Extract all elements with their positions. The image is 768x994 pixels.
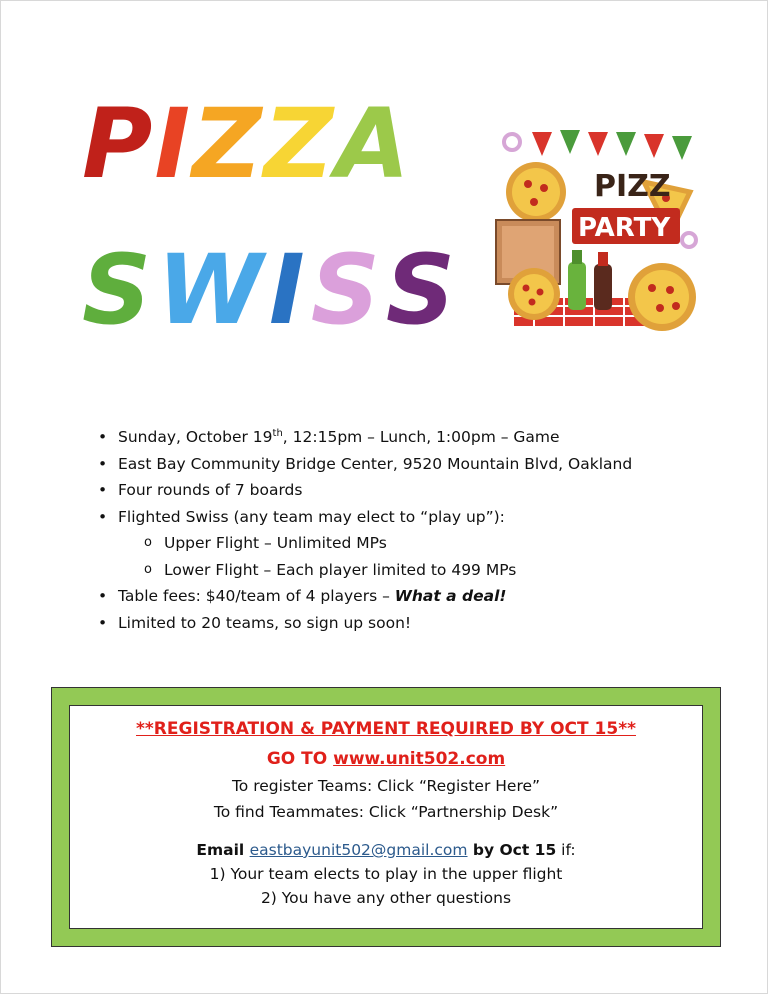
- art-text-top: PIZZ: [594, 169, 671, 204]
- email-prefix: Email: [196, 841, 250, 859]
- title-letter: P: [82, 88, 155, 200]
- title-letter: W: [157, 234, 270, 346]
- detail-lower-flight: o Lower Flight – Each player limited to 499 MPs: [92, 557, 632, 584]
- title-letter: I: [154, 88, 193, 200]
- detail-date-sup: th: [272, 427, 283, 439]
- detail-fees: [92, 583, 632, 610]
- email-deadline: by Oct 15: [467, 841, 557, 859]
- detail-location: • East Bay Community Bridge Center, 9520 Mountain Blvd, Oakland: [92, 451, 632, 478]
- email-link[interactable]: eastbayunit502@gmail.com: [249, 841, 468, 859]
- detail-fees-deal: What a deal!: [394, 587, 507, 605]
- goto-prefix: GO TO: [266, 749, 334, 769]
- title-letter: S: [310, 234, 386, 346]
- detail-date-text: Sunday, October 19: [118, 428, 273, 446]
- registration-box: [51, 687, 721, 947]
- detail-upper-flight: o Upper Flight – Unlimited MPs: [92, 530, 632, 557]
- title-letter: S: [385, 234, 462, 346]
- title-letter: A: [335, 88, 412, 200]
- email-tail: if:: [556, 841, 576, 859]
- title-letter: Z: [263, 88, 336, 200]
- title-swiss: [82, 234, 462, 346]
- registration-headline: **REGISTRATION & PAYMENT REQUIRED BY OCT 15**: [136, 719, 636, 739]
- detail-flighted: • Flighted Swiss (any team may elect to “play up”):: [92, 504, 632, 531]
- condition-other-questions: 2) You have any other questions: [260, 889, 512, 907]
- goto-line: [70, 749, 702, 769]
- detail-fees-text: Table fees: $40/team of 4 players –: [118, 587, 395, 605]
- detail-limit: • Limited to 20 teams, so sign up soon!: [92, 610, 632, 637]
- email-line: [70, 841, 702, 859]
- registration-panel: [69, 705, 703, 929]
- condition-upper-flight: 1) Your team elects to play in the upper flight: [209, 865, 563, 883]
- detail-date: [92, 424, 632, 451]
- unit502-link[interactable]: www.unit502.com: [333, 749, 506, 769]
- art-text-bottom: PARTY: [578, 213, 671, 243]
- detail-date-time: , 12:15pm – Lunch, 1:00pm – Game: [282, 428, 560, 446]
- register-teams-line: To register Teams: Click “Register Here”: [231, 777, 541, 795]
- title-letter: Z: [192, 88, 264, 200]
- title-letter: S: [82, 234, 158, 346]
- title-pizza: [82, 88, 412, 200]
- detail-rounds: • Four rounds of 7 boards: [92, 477, 632, 504]
- find-teammates-line: To find Teammates: Click “Partnership Desk”: [213, 803, 559, 821]
- pizza-party-clipart: [494, 122, 704, 332]
- event-details-list: [92, 424, 632, 636]
- title-letter: I: [269, 234, 311, 346]
